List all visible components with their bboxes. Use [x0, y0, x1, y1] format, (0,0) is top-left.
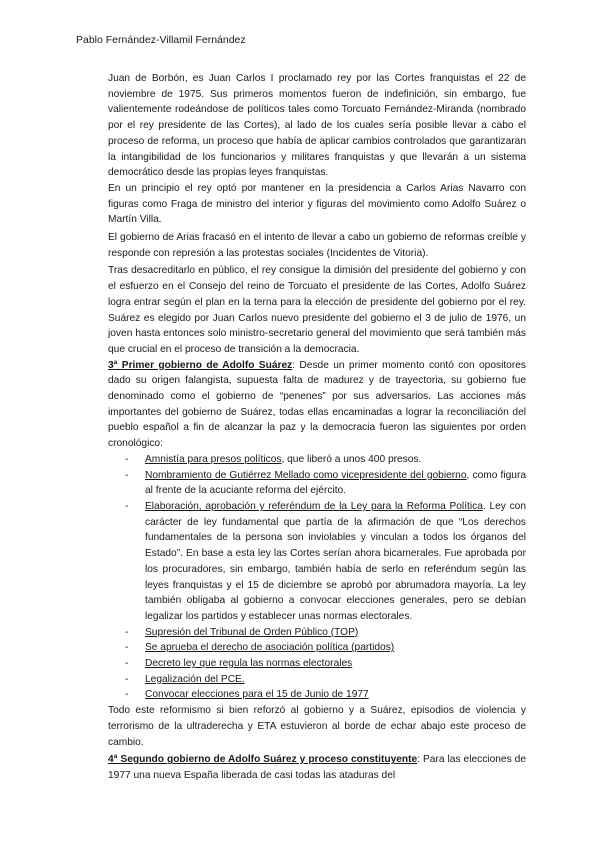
section-3-intro-text: : Desde un primer momento contó con opositores dado su origen falangista, supuesta falta de madurez y de trayectoria, su gobierno fue denominado como el gobierno de “penenes” por sus adversarios. Las acciones más importantes del gobierno de Suárez, todas ellas encaminadas a lograr la reconciliación del pueblo español a fin de alcanzar la paz y la democracia fueron las siguientes por orden cronológico:	[108, 359, 526, 450]
list-item	[108, 452, 526, 468]
list-item-link[interactable]: Decreto ley que regula las normas electorales	[145, 658, 353, 670]
dash-bullet: -	[125, 469, 129, 481]
dash-bullet: -	[125, 500, 129, 512]
list-item	[108, 625, 526, 641]
dash-bullet: -	[125, 642, 129, 654]
list-item-link[interactable]: Se aprueba el derecho de asociación política (partidos)	[145, 642, 395, 654]
section-4-intro-text: : Para las elecciones de 1977 una nueva España liberada de casi todas las ataduras del	[108, 754, 526, 781]
section-4-intro	[108, 752, 526, 783]
section-3-action-list	[108, 452, 526, 703]
paragraph-arias-failure: El gobierno de Arias fracasó en el intento de llevar a cabo un gobierno de reformas creíble y responde con represión a las protestas sociales (Incidentes de Vitoria).	[108, 232, 526, 259]
list-item-text: , que liberó a unos 400 presos.	[281, 453, 422, 465]
page-header-author: Pablo Fernández-Villamil Fernández	[76, 34, 246, 46]
list-item-link[interactable]: Nombramiento de Gutiérrez Mellado como vicepresidente del gobierno	[145, 469, 467, 481]
paragraph-suarez-elected: Tras desacreditarlo en público, el rey consigue la dimisión del presidente del gobierno y con el esfuerzo en el Consejo del reino de Torcuato el presidente de las Cortes, Adolfo Suárez logra entrar según el plan en la terna para la elección de presidente del gobierno por el rey. Suárez es elegido por Juan Carlos nuevo presidente del gobierno el 3 de julio de 1976, un joven hasta entonces solo ministro-secretario general del movimiento que será también más que crucial en el proceso de transición a la democracia.	[108, 265, 526, 355]
section-4-title: 4ª Segundo gobierno de Adolfo Suárez y proceso constituyente	[108, 754, 418, 766]
list-item-link[interactable]: Elaboración, aprobación y referéndum de la Ley para la Reforma Política	[145, 500, 483, 512]
list-item	[108, 640, 526, 656]
section-3-closing: Todo este reformismo si bien reforzó al gobierno y a Suárez, episodios de violencia y terrorismo de la ultraderecha y ETA estuvieron al borde de echar abajo este proceso de cambio.	[108, 705, 526, 748]
dash-bullet: -	[125, 689, 129, 701]
list-item	[108, 687, 526, 703]
dash-bullet: -	[125, 626, 129, 638]
document-body	[108, 71, 526, 784]
section-3-intro	[108, 358, 526, 452]
list-item-text: , como figura al frente de la acuciante reforma del ejército.	[145, 469, 527, 497]
dash-bullet: -	[125, 453, 129, 465]
list-item	[108, 468, 526, 499]
section-3-title: 3ª Primer gobierno de Adolfo Suárez	[108, 359, 293, 371]
dash-bullet: -	[125, 673, 129, 685]
list-item-text: . Ley con carácter de ley fundamental que partía de la afirmación de que “Los derechos fundamentales de la persona son inviolables y vinculan a todos los órganos del Estado”. En base a esta ley las Cortes serían ahora bicamerales. Fue aprobada por los procuradores, sin embargo, también había de serlo en referéndum según las leyes franquistas y el 15 de diciembre se aprobó por abrumadora mayoría. La ley también obligaba al gobierno a convocar elecciones generales, pero se debían legalizar los partidos y establecer unas normas electorales.	[145, 500, 527, 622]
list-item	[108, 499, 526, 625]
dash-bullet: -	[125, 658, 129, 670]
paragraph-arias-navarro: En un principio el rey optó por mantener en la presidencia a Carlos Arias Navarro con figuras como Fraga de ministro del interior y figuras del movimiento como Adolfo Suárez o Martín Villa.	[108, 182, 526, 226]
list-item-link[interactable]: Legalización del PCE.	[145, 673, 245, 685]
list-item	[108, 656, 526, 672]
list-item-link[interactable]: Convocar elecciones para el 15 de Junio de 1977	[145, 689, 369, 701]
list-item	[108, 672, 526, 688]
paragraph-juan-carlos: Juan de Borbón, es Juan Carlos I proclamado rey por las Cortes franquistas el 22 de noviembre de 1975. Sus primeros momentos fueron de indefinición, sin embargo, fue valientemente rodeándose de políticos tales como Torcuato Fernández-Miranda (nombrado por el rey presidente de las Cortes), al lado de los cuales sería posible llevar a cabo el proceso de reforma, un proceso que había de aplicar cambios controlados que garantizaran la intangibilidad de los funcionarios y militares franquistas y que llevarán a un sistema democrático desde las propias leyes franquistas.	[108, 73, 526, 179]
list-item-link[interactable]: Supresión del Tribunal de Orden Público (TOP)	[145, 626, 359, 638]
list-item-link[interactable]: Amnistía para presos políticos	[145, 453, 282, 465]
